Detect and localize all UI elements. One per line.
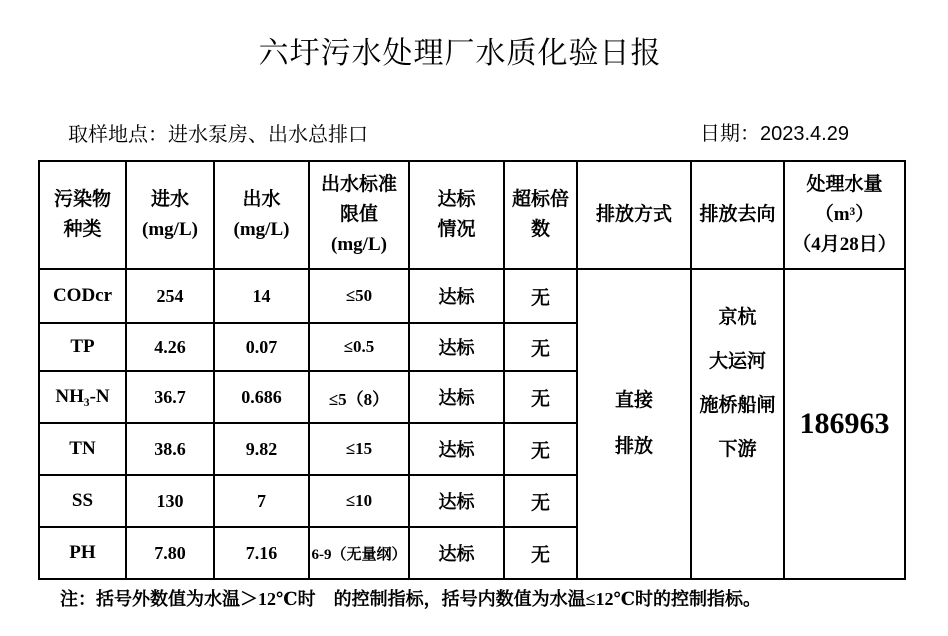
- sampling-location: 取样地点：进水泵房、出水总排口: [68, 124, 368, 146]
- cell-pollutant: TP: [39, 323, 126, 371]
- cell-outflow: 7.16: [214, 527, 309, 579]
- header-discharge-method: 排放方式: [577, 161, 691, 269]
- header-outflow: 出水 (mg/L): [214, 161, 309, 269]
- cell-limit: ≤15: [309, 423, 409, 475]
- cell-exceedance: 无: [504, 371, 577, 423]
- report-date: 日期：2023.4.29: [700, 123, 849, 145]
- cell-pollutant: PH: [39, 527, 126, 579]
- cell-status: 达标: [409, 371, 504, 423]
- header-row: [39, 161, 905, 269]
- header-pollutant-type: 污染物 种类: [39, 161, 126, 269]
- cell-inflow: 36.7: [126, 371, 214, 423]
- cell-limit: ≤10: [309, 475, 409, 527]
- report-title: 六圩污水处理厂水质化验日报: [258, 37, 662, 70]
- cell-inflow: 4.26: [126, 323, 214, 371]
- header-outflow-standard-limit: 出水标准 限值 (mg/L): [309, 161, 409, 269]
- cell-pollutant: NH₃-N: [39, 371, 126, 423]
- cell-exceedance: 无: [504, 423, 577, 475]
- cell-limit: 6-9（无量纲）: [309, 527, 409, 579]
- cell-status: 达标: [409, 323, 504, 371]
- cell-status: 达标: [409, 269, 504, 323]
- cell-inflow: 38.6: [126, 423, 214, 475]
- header-compliance-status: 达标 情况: [409, 161, 504, 269]
- cell-exceedance: 无: [504, 269, 577, 323]
- table-row-codcr: [39, 269, 905, 323]
- cell-discharge-destination: 京杭 大运河 施桥船闸 下游: [691, 269, 784, 579]
- header-discharge-destination: 排放去向: [691, 161, 784, 269]
- cell-exceedance: 无: [504, 323, 577, 371]
- header-inflow: 进水 (mg/L): [126, 161, 214, 269]
- cell-exceedance: 无: [504, 527, 577, 579]
- cell-inflow: 254: [126, 269, 214, 323]
- cell-limit: ≤0.5: [309, 323, 409, 371]
- cell-outflow: 14: [214, 269, 309, 323]
- cell-exceedance: 无: [504, 475, 577, 527]
- cell-status: 达标: [409, 527, 504, 579]
- cell-pollutant: CODcr: [39, 269, 126, 323]
- cell-outflow: 0.07: [214, 323, 309, 371]
- cell-outflow: 7: [214, 475, 309, 527]
- cell-pollutant: TN: [39, 423, 126, 475]
- header-treated-water-volume: 处理水量 （m³） （4月28日）: [784, 161, 905, 269]
- cell-pollutant: SS: [39, 475, 126, 527]
- footnote: 注：括号外数值为水温＞12℃时 的控制指标，括号内数值为水温≤12℃时的控制指标。: [60, 589, 762, 609]
- cell-limit: ≤50: [309, 269, 409, 323]
- cell-status: 达标: [409, 423, 504, 475]
- water-quality-table: [38, 160, 906, 580]
- cell-inflow: 130: [126, 475, 214, 527]
- cell-status: 达标: [409, 475, 504, 527]
- cell-inflow: 7.80: [126, 527, 214, 579]
- header-exceedance-multiple: 超标倍 数: [504, 161, 577, 269]
- cell-outflow: 9.82: [214, 423, 309, 475]
- cell-outflow: 0.686: [214, 371, 309, 423]
- cell-limit: ≤5（8）: [309, 371, 409, 423]
- cell-discharge-method: 直接 排放: [577, 269, 691, 579]
- cell-treated-water-volume: 186963: [784, 269, 905, 579]
